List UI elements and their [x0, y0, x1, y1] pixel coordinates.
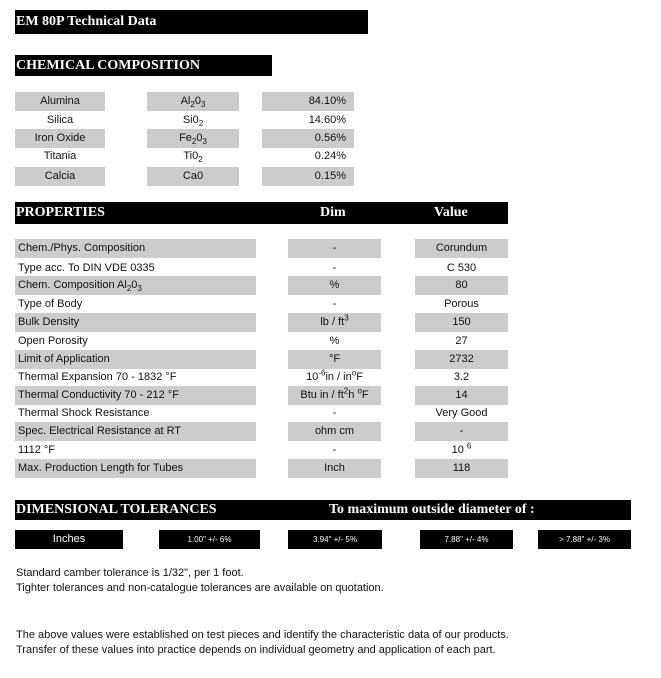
- property-value-cell: C 530: [446, 262, 477, 274]
- property-name-cell: Thermal Conductivity 70 - 212 °F: [15, 386, 256, 405]
- property-name-cell: Type acc. To DIN VDE 0335: [18, 262, 155, 274]
- disclaimer-line-1: The above values were established on test pieces and identify the characteristic data of our products.: [16, 629, 509, 641]
- property-dim-cell: ohm cm: [288, 422, 381, 441]
- property-value-cell: Porous: [444, 298, 479, 310]
- property-dim-cell: °F: [288, 350, 381, 369]
- property-name-cell: Max. Production Length for Tubes: [15, 459, 256, 478]
- chem-formula-cell: $Ti0_2$: [183, 150, 203, 165]
- property-value-cell: Corundum: [415, 239, 508, 258]
- chem-value-cell: 0.56%: [262, 129, 354, 148]
- chem-value-cell: 0.15%: [262, 167, 354, 186]
- tolerance-value: 1.00" +/- 6%: [159, 530, 260, 549]
- chem-formula-cell: $Si0_2$: [182, 114, 204, 129]
- properties-heading: PROPERTIES: [16, 205, 105, 220]
- tolerance-value: > 7.88" +/- 3%: [538, 530, 631, 549]
- chem-name-cell: Alumina: [15, 92, 105, 111]
- page-title: EM 80P Technical Data: [15, 10, 368, 34]
- tolerance-note: Tighter tolerances and non-catalogue tolerances are available on quotation.: [16, 582, 384, 594]
- property-dim-cell: -: [332, 298, 337, 310]
- chem-name-cell: Titania: [43, 150, 77, 162]
- property-value-cell: 2732: [415, 350, 508, 369]
- chem-value-cell: 0.24%: [314, 150, 346, 162]
- property-dim-cell: $10^{-6}in / in^oF$: [306, 368, 363, 383]
- chem-formula-cell: $Fe_20_3$: [147, 129, 239, 148]
- chem-name-cell: Calcia: [15, 167, 105, 186]
- property-value-cell: 14: [415, 386, 508, 405]
- property-name-cell: Spec. Electrical Resistance at RT: [15, 422, 256, 441]
- property-dim-cell: -: [332, 444, 337, 456]
- property-dim-cell: %: [329, 335, 340, 347]
- property-value-cell: 150: [415, 313, 508, 332]
- property-name-cell: 1112 °F: [18, 444, 56, 456]
- property-dim-cell: Btu in / $ft^2h$ $^o$F: [288, 386, 381, 405]
- property-value-cell: 3.2: [453, 371, 470, 383]
- property-name-cell: Type of Body: [18, 298, 83, 310]
- property-value-cell: 80: [415, 276, 508, 295]
- property-name-cell: Thermal Shock Resistance: [18, 407, 150, 419]
- property-name-cell: Chem./Phys. Composition: [15, 239, 256, 258]
- disclaimer-line-2: Transfer of these values into practice depends on individual geometry and application of each part.: [16, 644, 496, 656]
- camber-note: Standard camber tolerance is 1/32", per 1 foot.: [16, 567, 244, 579]
- property-name-cell: Limit of Application: [15, 350, 256, 369]
- property-value-cell: 10 $^6$: [451, 441, 472, 456]
- property-name-cell: Bulk Density: [15, 313, 256, 332]
- tolerance-value: 7.88" +/- 4%: [420, 530, 513, 549]
- tolerance-value: 3.94" +/- 5%: [288, 530, 382, 549]
- property-name-cell: Open Porosity: [18, 335, 88, 347]
- tolerances-subheading: To maximum outside diameter of :: [329, 502, 535, 517]
- property-dim-cell: -: [332, 262, 337, 274]
- property-dim-cell: lb / $ft^3$: [288, 313, 381, 332]
- chem-name-cell: Iron Oxide: [15, 129, 105, 148]
- property-dim-cell: %: [288, 276, 381, 295]
- chem-value-cell: 84.10%: [262, 92, 354, 111]
- property-value-cell: 27: [455, 335, 468, 347]
- property-value-cell: Very Good: [435, 407, 488, 419]
- tolerances-header-bar: [15, 500, 631, 520]
- chem-formula-cell: $Al_20_3$: [147, 92, 239, 111]
- chem-formula-cell: Ca0: [147, 167, 239, 186]
- tolerances-heading: DIMENSIONAL TOLERANCES: [16, 502, 217, 517]
- chem-value-cell: 14.60%: [308, 114, 346, 126]
- value-column-header: Value: [434, 205, 468, 220]
- tolerance-unit-label: Inches: [15, 530, 123, 549]
- dim-column-header: Dim: [320, 205, 346, 220]
- properties-header-bar: [15, 202, 508, 224]
- property-value-cell: -: [415, 422, 508, 441]
- chem-name-cell: Silica: [46, 114, 74, 126]
- property-name-cell: Thermal Expansion 70 - 1832 °F: [18, 371, 177, 383]
- property-dim-cell: -: [332, 407, 337, 419]
- property-dim-cell: -: [288, 239, 381, 258]
- chemical-composition-heading: CHEMICAL COMPOSITION: [15, 55, 272, 76]
- property-value-cell: 118: [415, 459, 508, 478]
- property-name-cell: Chem. Composition $Al_20_3$: [15, 276, 256, 295]
- property-dim-cell: Inch: [288, 459, 381, 478]
